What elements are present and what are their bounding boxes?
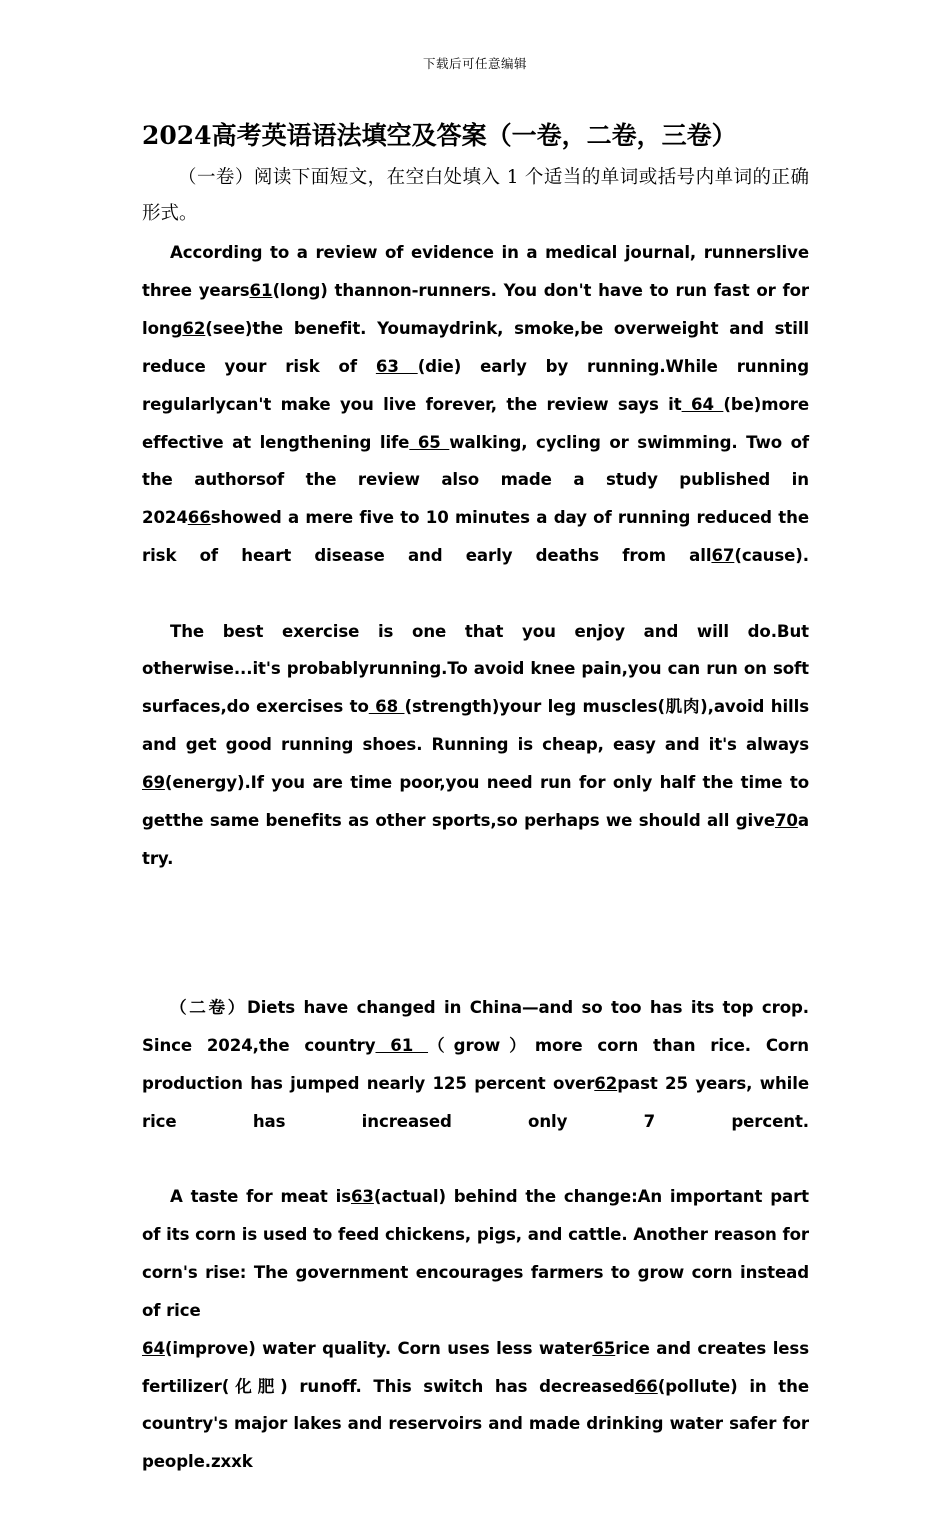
para1-text-c: (see)the benefit. Youmaydrink, smoke,be overweight and still reduce your risk of (142, 319, 809, 376)
blank-61-paper-two: 61 (375, 1036, 429, 1056)
paper-two-paragraph-2 (142, 1178, 809, 1518)
page-title: 2024高考英语语法填空及答案（一卷，二卷，三卷） (142, 121, 737, 150)
p2-para1-text-a: Diets have changed in China—and so too has its top crop. Since 2024,the country (142, 998, 809, 1056)
blank-67: 67 (711, 546, 735, 565)
para2-text-d: a try. (142, 810, 809, 868)
para1-text-a: According to a review of evidence in a medical journal, runnerslive three years (142, 243, 809, 301)
para2-text-b: (strength)your leg muscles(肌肉),avoid hills and get good running shoes. Running is cheap, easy and it's always (142, 697, 809, 755)
blank-62-paper-two: 62 (594, 1073, 618, 1093)
blank-61: 61 (249, 281, 273, 301)
blank-65-paper-two: 65 (592, 1338, 616, 1358)
paper-two-paragraph-1 (142, 989, 809, 1178)
blank-70: 70 (774, 810, 798, 830)
p2-para2-text-a: A taste for meat is (170, 1187, 351, 1207)
paper-two-label: （二卷） (170, 998, 248, 1018)
instructions-paragraph: （一卷）阅读下面短文，在空白处填入 1 个适当的单词或括号内单词的正确形式。 (142, 167, 809, 225)
blank-66: 66 (187, 508, 211, 528)
page-header-watermark: 下载后可任意编辑 (422, 56, 527, 71)
paper-one-paragraph-2 (142, 613, 809, 916)
p2-para2-text-c: (improve) water quality. Corn uses less water (164, 1338, 593, 1358)
blank-64-paper-two: 64 (142, 1338, 165, 1358)
blank-65: 65 (409, 432, 450, 452)
para2-text-a: The best exercise is one that you enjoy and will do.But otherwise...it's probablyrunning.To avoid knee pain,you can run on soft surfaces,do exercises to (142, 621, 809, 717)
blank-63: 63 (375, 356, 418, 376)
para2-text-c: (energy).If you are time poor,you need run for only half the time to getthe same benefits as other sports,so perhaps we should all give (142, 772, 809, 830)
blank-68: 68 (368, 697, 405, 717)
blank-63-paper-two: 63 (350, 1187, 374, 1207)
para1-text-h: (cause). (734, 546, 809, 565)
blank-64: 64 (681, 394, 724, 414)
para1-text-g: showed a mere five to 10 minutes a day of running reduced the risk of heart disease and early deaths from all (142, 508, 809, 565)
para1-text-f: walking, cycling or swimming. Two of the authorsof the review also made a study published in 2024 (142, 432, 809, 528)
blank-66-paper-two: 66 (634, 1376, 658, 1396)
para1-text-e: (be)more effective at lengthening life (142, 394, 809, 452)
section-spacer (142, 915, 809, 989)
blank-62: 62 (182, 319, 206, 339)
p2-para1-text-b: （grow）more corn than rice. Corn production has jumped nearly 125 percent over (142, 1036, 810, 1093)
para1-text-b: (long) thannon-runners. You don't have to run fast or for long (142, 281, 809, 339)
p2-para2-text-d: rice and creates less fertilizer(化肥) runoff. This switch has decreased (142, 1338, 809, 1396)
p2-para1-text-c: past 25 years, while rice has increased only 7 percent. (142, 1073, 810, 1131)
p2-para2-text-e: (pollute) in the country's major lakes and reservoirs and made drinking water safer for people.zxxk (142, 1376, 809, 1472)
blank-69: 69 (142, 772, 165, 792)
paper-one-paragraph-1 (142, 234, 809, 612)
para1-text-d: (die) early by running.While running regularlycan't make you live forever, the review says it (142, 356, 809, 414)
p2-para2-text-b: (actual) behind the change:An important part of its corn is used to feed chickens, pigs, and cattle. Another reason for corn's rise: The government encourages farmers to grow corn instead of rice (142, 1187, 809, 1320)
document-content (142, 118, 809, 1519)
